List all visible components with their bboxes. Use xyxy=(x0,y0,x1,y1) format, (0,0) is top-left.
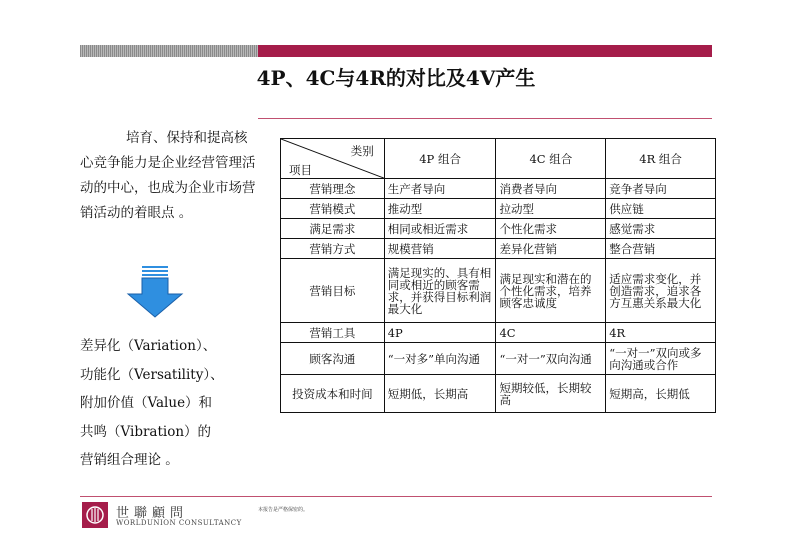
table-cell: 短期较低，长期较高 xyxy=(496,375,606,413)
row-label: 顾客沟通 xyxy=(281,343,385,375)
footer-divider xyxy=(80,496,712,497)
table-row xyxy=(281,259,716,323)
theory-line: 营销组合理论 。 xyxy=(80,452,179,468)
table-cell: 相同或相近需求 xyxy=(384,219,496,239)
column-header: 4R 组合 xyxy=(606,139,716,179)
row-label: 投资成本和时间 xyxy=(281,375,385,413)
row-label: 营销方式 xyxy=(281,239,385,259)
theory-line: 共鸣（Vibration）的 xyxy=(80,423,212,440)
table-row xyxy=(281,179,716,199)
table-cell: “一对多”单向沟通 xyxy=(384,343,496,375)
table-cell: 供应链 xyxy=(606,199,716,219)
intro-paragraph xyxy=(80,126,260,226)
table-cell: 4R xyxy=(606,323,716,343)
table-row xyxy=(281,323,716,343)
row-label: 满足需求 xyxy=(281,219,385,239)
confidential-note: 本报告是严格保密的。 xyxy=(258,507,309,513)
row-label: 营销理念 xyxy=(281,179,385,199)
table-cell: 4C xyxy=(496,323,606,343)
table-cell: 4P xyxy=(384,323,496,343)
company-name-cn: 世聯顧問 xyxy=(116,506,189,521)
table-cell: 个性化需求 xyxy=(496,219,606,239)
table-cell: 短期低，长期高 xyxy=(384,375,496,413)
title-divider xyxy=(258,118,712,119)
table-cell: 适应需求变化，并创造需求，追求各方互惠关系最大化 xyxy=(606,259,716,323)
page-title: 4P、4C与4R的对比及4V产生 xyxy=(256,66,536,90)
header-bar-gray xyxy=(80,45,258,57)
table-cell: 推动型 xyxy=(384,199,496,219)
header-bar-red xyxy=(258,45,712,57)
table-corner-cell xyxy=(281,139,385,179)
table-row xyxy=(281,219,716,239)
table-cell: 拉动型 xyxy=(496,199,606,219)
table-header-row xyxy=(281,139,716,179)
table-cell: 规模营销 xyxy=(384,239,496,259)
table-cell: 满足现实和潜在的个性化需求，培养顾客忠诚度 xyxy=(496,259,606,323)
corner-category-label: 类别 xyxy=(350,144,374,158)
row-label: 营销工具 xyxy=(281,323,385,343)
table-row xyxy=(281,343,716,375)
table-cell: 生产者导向 xyxy=(384,179,496,199)
company-logo-icon xyxy=(82,502,108,528)
theory-text xyxy=(80,332,280,475)
intro-text: 培育、保持和提高核心竞争能力是企业经营管理活动的中心，也成为企业市场营销活动的着眼点 。 xyxy=(80,130,256,221)
table-cell: 短期高，长期低 xyxy=(606,375,716,413)
down-arrow-icon xyxy=(126,266,184,318)
company-name-en: WORLDUNION CONSULTANCY xyxy=(116,519,242,527)
table-cell: “一对一”双向或多向沟通或合作 xyxy=(606,343,716,375)
table-row xyxy=(281,239,716,259)
table-cell: 感觉需求 xyxy=(606,219,716,239)
row-label: 营销模式 xyxy=(281,199,385,219)
corner-item-label: 项目 xyxy=(289,163,312,177)
table-row xyxy=(281,199,716,219)
row-label: 营销目标 xyxy=(281,259,385,323)
table-cell: 消费者导向 xyxy=(496,179,606,199)
comparison-table xyxy=(280,138,716,413)
theory-line: 附加价值（Value）和 xyxy=(80,395,213,411)
table-cell: 竞争者导向 xyxy=(606,179,716,199)
table-cell: “一对一”双向沟通 xyxy=(496,343,606,375)
header-bar xyxy=(80,45,712,57)
table-row xyxy=(281,375,716,413)
table-cell: 满足现实的、具有相同或相近的顾客需求，并获得目标利润最大化 xyxy=(384,259,496,323)
theory-line: 功能化（Versatility）、 xyxy=(80,366,224,383)
theory-line: 差异化（Variation）、 xyxy=(80,338,217,354)
column-header: 4C 组合 xyxy=(496,139,606,179)
column-header: 4P 组合 xyxy=(384,139,496,179)
table-cell: 整合营销 xyxy=(606,239,716,259)
table-cell: 差异化营销 xyxy=(496,239,606,259)
